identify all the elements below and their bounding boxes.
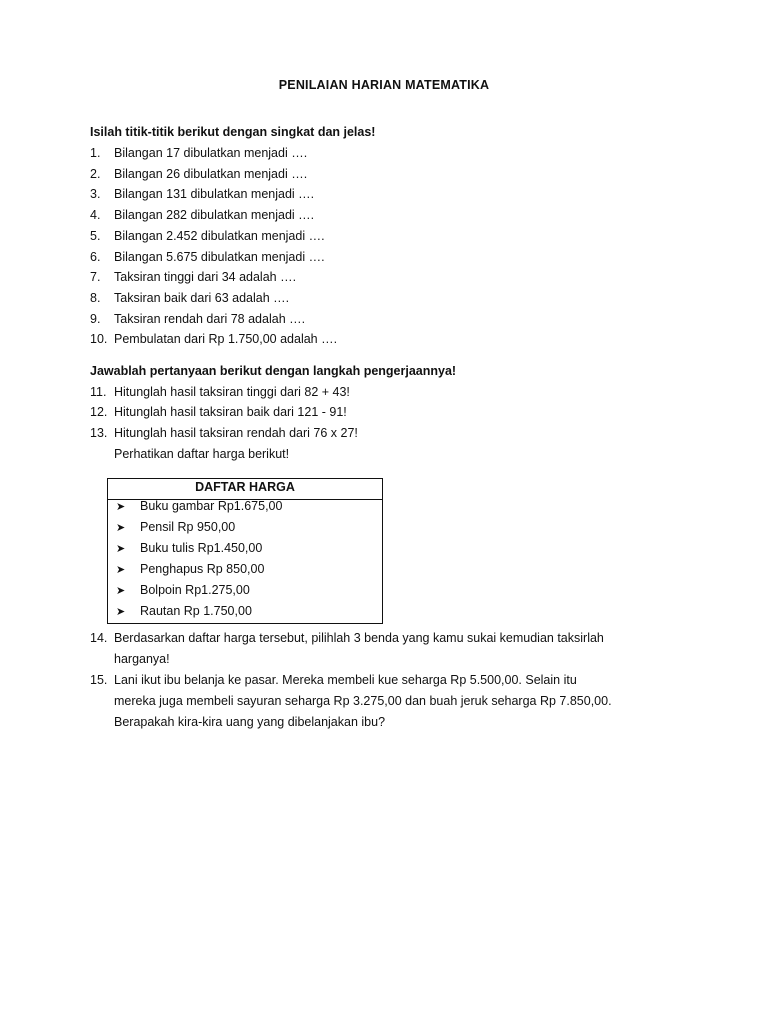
price-list-header: DAFTAR HARGA <box>108 479 382 500</box>
question-text: Taksiran tinggi dari 34 adalah …. <box>114 270 297 284</box>
price-list-item <box>116 604 252 618</box>
question-text: Bilangan 5.675 dibulatkan menjadi …. <box>114 250 325 264</box>
question-number: 15. <box>90 673 108 687</box>
price-list-item <box>116 520 235 534</box>
price-list-item-text: Buku tulis Rp1.450,00 <box>140 541 263 555</box>
question-number: 5. <box>90 229 101 243</box>
question-number: 8. <box>90 291 101 305</box>
question-number: 10. <box>90 332 108 346</box>
question-item <box>90 673 577 687</box>
arrow-bullet-icon: ➤ <box>116 522 126 534</box>
price-list-item <box>116 499 282 513</box>
price-list-item <box>116 541 262 555</box>
question-text: Bilangan 2.452 dibulatkan menjadi …. <box>114 229 325 243</box>
question-item <box>90 291 289 305</box>
question-text: Pembulatan dari Rp 1.750,00 adalah …. <box>114 332 338 346</box>
question-text: Bilangan 131 dibulatkan menjadi …. <box>114 187 315 201</box>
page-title: PENILAIAN HARIAN MATEMATIKA <box>278 78 490 92</box>
price-list-item-text: Bolpoin Rp1.275,00 <box>140 583 250 597</box>
price-list-item <box>116 562 264 576</box>
question-item <box>90 332 337 346</box>
question-item <box>90 426 358 440</box>
question-text: Bilangan 282 dibulatkan menjadi …. <box>114 208 315 222</box>
section1-instruction: Isilah titik-titik berikut dengan singkat dan jelas! <box>90 125 376 139</box>
question-text: Hitunglah hasil taksiran baik dari 121 - 91! <box>114 405 347 419</box>
question-text: Taksiran rendah dari 78 adalah …. <box>114 312 306 326</box>
arrow-bullet-icon: ➤ <box>116 543 126 555</box>
question-text-continued: mereka juga membeli sayuran seharga Rp 3.275,00 dan buah jeruk seharga Rp 7.850,00. <box>114 694 612 708</box>
question-text: Taksiran baik dari 63 adalah …. <box>114 291 290 305</box>
question-item <box>90 312 305 326</box>
question-number: 11. <box>90 385 107 399</box>
price-list-note: Perhatikan daftar harga berikut! <box>114 447 290 461</box>
arrow-bullet-icon: ➤ <box>116 564 126 576</box>
question-text: Lani ikut ibu belanja ke pasar. Mereka membeli kue seharga Rp 5.500,00. Selain itu <box>114 673 577 687</box>
question-item <box>90 250 325 264</box>
question-item <box>90 631 604 645</box>
question-number: 12. <box>90 405 108 419</box>
arrow-bullet-icon: ➤ <box>116 585 126 597</box>
price-list-item-text: Penghapus Rp 850,00 <box>140 562 265 576</box>
arrow-bullet-icon: ➤ <box>116 606 126 618</box>
section2-instruction: Jawablah pertanyaan berikut dengan langkah pengerjaannya! <box>90 364 457 378</box>
question-item <box>90 405 347 419</box>
price-list-item-text: Rautan Rp 1.750,00 <box>140 604 252 618</box>
price-list-item-text: Pensil Rp 950,00 <box>140 520 236 534</box>
question-number: 7. <box>90 270 101 284</box>
question-number: 14. <box>90 631 108 645</box>
question-item <box>90 270 296 284</box>
question-item <box>90 229 325 243</box>
arrow-bullet-icon: ➤ <box>116 501 126 513</box>
question-text: Berdasarkan daftar harga tersebut, pilihlah 3 benda yang kamu sukai kemudian taksirlah <box>114 631 604 645</box>
question-item <box>90 187 314 201</box>
question-item <box>90 208 314 222</box>
question-item <box>90 146 307 160</box>
question-number: 2. <box>90 167 101 181</box>
price-list-box <box>107 478 383 624</box>
question-text-continued: Berapakah kira-kira uang yang dibelanjakan ibu? <box>114 715 386 729</box>
question-number: 9. <box>90 312 101 326</box>
question-number: 13. <box>90 426 108 440</box>
question-text-continued: harganya! <box>114 652 170 666</box>
question-item <box>90 167 307 181</box>
question-number: 4. <box>90 208 101 222</box>
question-text: Hitunglah hasil taksiran rendah dari 76 x 27! <box>114 426 358 440</box>
question-number: 6. <box>90 250 101 264</box>
question-text: Hitunglah hasil taksiran tinggi dari 82 + 43! <box>114 385 350 399</box>
question-text: Bilangan 26 dibulatkan menjadi …. <box>114 167 308 181</box>
price-list-item-text: Buku gambar Rp1.675,00 <box>140 499 283 513</box>
price-list-item <box>116 583 250 597</box>
question-number: 3. <box>90 187 101 201</box>
question-item <box>90 385 350 399</box>
question-text: Bilangan 17 dibulatkan menjadi …. <box>114 146 308 160</box>
question-number: 1. <box>90 146 101 160</box>
